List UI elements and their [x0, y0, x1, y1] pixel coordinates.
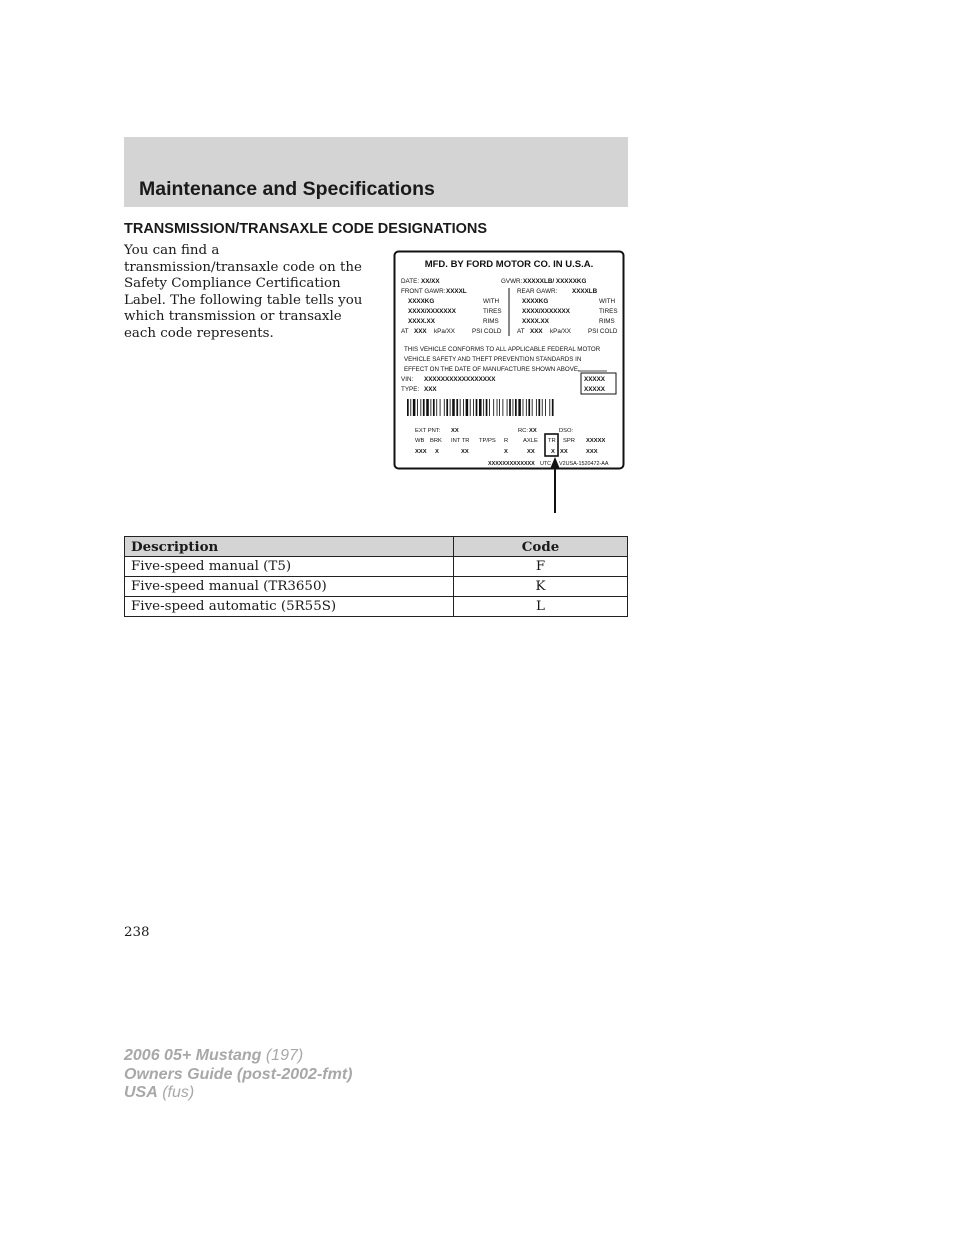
- label-rear-pressure: XXX: [530, 328, 543, 335]
- intro-line: You can find a: [124, 243, 220, 258]
- footer-model-code: (197): [261, 1047, 304, 1064]
- label-col-wb: WB: [415, 438, 425, 444]
- section-header-band: [124, 137, 628, 207]
- barcode-bar: [536, 399, 537, 416]
- barcode-bar: [407, 399, 409, 416]
- label-vin-value: XXXXXXXXXXXXXXXXX: [424, 376, 496, 383]
- label-date-value: XX/XX: [421, 278, 440, 285]
- column-header-code: Code: [454, 537, 628, 557]
- page-number: 238: [124, 925, 150, 940]
- label-col-r: R: [504, 438, 509, 444]
- barcode-bar: [493, 399, 494, 416]
- certification-label-illustration: [393, 250, 627, 515]
- footer-line-2: [124, 1066, 352, 1085]
- table-row: [125, 577, 628, 597]
- label-val-spr: XX: [560, 449, 568, 455]
- barcode-bar: [526, 399, 527, 416]
- label-front-with: WITH: [483, 298, 500, 305]
- label-col-tp-ps: TP/PS: [479, 438, 496, 444]
- barcode-bar: [476, 399, 478, 416]
- label-col-int-tr: INT TR: [451, 438, 470, 444]
- footer-model: 2006 05+ Mustang: [124, 1047, 262, 1064]
- column-header-description: Description: [125, 537, 454, 557]
- barcode-bar: [466, 399, 469, 416]
- label-val-int-tr: XX: [461, 449, 469, 455]
- section-heading: TRANSMISSION/TRANSAXLE CODE DESIGNATIONS: [124, 221, 488, 237]
- row-code: L: [454, 597, 628, 617]
- label-form-number: V2USA-1520472-AA: [559, 461, 609, 467]
- barcode-bar: [463, 399, 464, 416]
- barcode-bar: [413, 399, 416, 416]
- footer-market: USA: [124, 1084, 158, 1101]
- barcode-bar: [538, 399, 540, 416]
- label-col-tr: TR: [548, 438, 556, 444]
- footer-line-1: [124, 1047, 352, 1066]
- barcode-bar: [430, 399, 431, 416]
- barcode-bar: [444, 399, 445, 416]
- label-rear-with: WITH: [599, 298, 616, 305]
- barcode-bar: [528, 399, 530, 416]
- label-front-rim-size: XXXX.XX: [408, 318, 435, 325]
- label-box-value: XXXXX: [584, 376, 605, 383]
- table-row: [125, 597, 628, 617]
- barcode-bar: [542, 399, 543, 416]
- certification-label-svg: [393, 250, 627, 515]
- label-ext-pnt-label: EXT PNT:: [415, 428, 441, 434]
- barcode-bar: [486, 399, 488, 416]
- barcode-bar: [479, 399, 482, 416]
- label-type-value: XXX: [424, 386, 437, 393]
- label-gvwr-label: GVWR:: [501, 278, 523, 285]
- label-front-tires: TIRES: [483, 308, 502, 315]
- barcode-bar: [456, 399, 458, 416]
- label-front-rims: RIMS: [483, 318, 499, 325]
- label-maker: MFD. BY FORD MOTOR CO. IN U.S.A.: [424, 259, 594, 270]
- document-footer: [124, 1047, 352, 1103]
- barcode-bar: [426, 399, 429, 416]
- label-rear-gawr-label: REAR GAWR:: [517, 288, 558, 295]
- barcode-bar: [452, 399, 455, 416]
- label-front-psi-cold: PSI COLD: [472, 328, 502, 335]
- label-rc-label: RC:: [518, 428, 528, 434]
- label-conformity-line: EFFECT ON THE DATE OF MANUFACTURE SHOWN ABOVE.: [404, 366, 580, 373]
- label-col-axle: AXLE: [523, 438, 538, 444]
- intro-paragraph: [124, 243, 374, 343]
- barcode-bar: [509, 399, 511, 416]
- footer-guide: Owners Guide (post-2002-fmt): [124, 1065, 353, 1083]
- page-title: Maintenance and Specifications: [139, 178, 435, 200]
- label-val-wb: XXX: [415, 449, 427, 455]
- label-rear-kg: XXXXKG: [522, 298, 549, 305]
- barcode-bar: [497, 399, 498, 416]
- barcode-bar: [549, 399, 550, 416]
- label-val-axle: XX: [527, 449, 535, 455]
- row-code: K: [454, 577, 628, 597]
- barcode-bar: [515, 399, 517, 416]
- label-serial: XXXXXXXXXXXXX: [488, 461, 535, 467]
- label-vin-label: VIN:: [401, 376, 414, 383]
- label-rc-value: XX: [529, 428, 537, 434]
- label-front-kpa: kPa/XX: [434, 328, 455, 335]
- barcode-bar: [423, 399, 425, 416]
- barcode-bar: [420, 399, 421, 416]
- barcode-bar: [483, 399, 484, 416]
- intro-line: Label. The following table tells you: [124, 292, 363, 308]
- row-description: Five-speed manual (TR3650): [125, 577, 454, 597]
- label-val-tr: X: [551, 449, 555, 455]
- intro-line: each code represents.: [124, 325, 274, 341]
- intro-line: transmission/transaxle code on the: [124, 259, 362, 275]
- label-val-brk: X: [435, 449, 439, 455]
- barcode-bar: [552, 399, 554, 416]
- label-rear-psi-cold: PSI COLD: [588, 328, 618, 335]
- label-utc: UTC: [540, 461, 552, 467]
- barcode-bar: [545, 399, 546, 416]
- label-dso-label: DSO:: [559, 428, 574, 434]
- label-dso-value: XXXXX: [586, 438, 606, 444]
- label-date-label: DATE:: [401, 278, 420, 285]
- row-code: F: [454, 557, 628, 577]
- barcode-bar: [450, 399, 451, 416]
- label-conformity-line: THIS VEHICLE CONFORMS TO ALL APPLICABLE FEDERAL MOTOR: [404, 346, 601, 353]
- label-type-label: TYPE:: [401, 386, 420, 393]
- barcode-bar: [436, 399, 437, 416]
- label-val-tp-ps: X: [504, 449, 508, 455]
- barcode-bar: [518, 399, 521, 416]
- barcode-bar: [499, 399, 500, 416]
- barcode-bar: [410, 399, 411, 416]
- table-row: [125, 557, 628, 577]
- footer-market-code: (fus): [157, 1084, 195, 1101]
- barcode-bar: [440, 399, 441, 416]
- barcode-bar: [446, 399, 448, 416]
- barcode-bar: [470, 399, 471, 416]
- label-ext-pnt-value: XX: [451, 428, 459, 434]
- barcode-bar: [460, 399, 461, 416]
- barcode-bar: [489, 399, 490, 416]
- barcode-bar: [507, 399, 508, 416]
- barcode-bar: [433, 399, 435, 416]
- row-description: Five-speed manual (T5): [125, 557, 454, 577]
- label-front-pressure: XXX: [414, 328, 427, 335]
- label-front-gawr-value: XXXXL: [446, 288, 467, 295]
- barcode-bar: [532, 399, 533, 416]
- intro-line: which transmission or transaxle: [124, 309, 342, 325]
- transmission-code-table: [124, 536, 628, 617]
- barcode-bar: [523, 399, 524, 416]
- label-rear-at: AT: [517, 328, 525, 335]
- label-rear-tires: TIRES: [599, 308, 618, 315]
- label-front-at: AT: [401, 328, 409, 335]
- table-header-row: [125, 537, 628, 557]
- label-rear-gawr-value: XXXXLB: [572, 288, 598, 295]
- label-val-dso: XXX: [586, 449, 598, 455]
- label-rear-rim-size: XXXX.XX: [522, 318, 549, 325]
- label-rear-rims: RIMS: [599, 318, 615, 325]
- footer-line-3: [124, 1084, 352, 1103]
- barcode-bar: [502, 399, 503, 416]
- label-rear-kpa: kPa/XX: [550, 328, 571, 335]
- label-col-spr: SPR: [563, 438, 575, 444]
- label-col-brk: BRK: [430, 438, 442, 444]
- barcode-bar: [513, 399, 514, 416]
- barcode-bar: [473, 399, 474, 416]
- label-front-kg: XXXXKG: [408, 298, 435, 305]
- row-description: Five-speed automatic (5R55S): [125, 597, 454, 617]
- intro-line: Safety Compliance Certification: [124, 276, 341, 292]
- label-gvwr-value: XXXXXLB/ XXXXXKG: [523, 278, 587, 285]
- label-front-gawr-label: FRONT GAWR:: [401, 288, 446, 295]
- label-rear-tire-size: XXXX/XXXXXXX: [522, 308, 570, 315]
- label-conformity-line: VEHICLE SAFETY AND THEFT PREVENTION STANDARDS IN: [404, 356, 582, 363]
- label-front-tire-size: XXXX/XXXXXXX: [408, 308, 456, 315]
- label-box-value: XXXXX: [584, 386, 605, 393]
- barcode-bar: [417, 399, 418, 416]
